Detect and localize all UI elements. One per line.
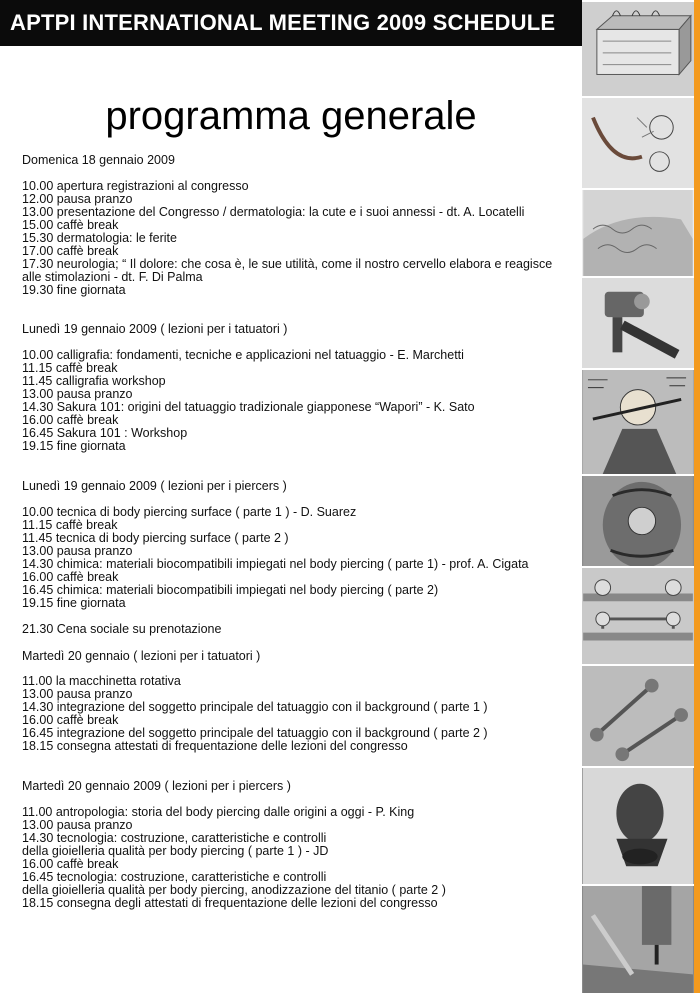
- header-title: APTPI INTERNATIONAL MEETING 2009 SCHEDULE: [10, 10, 556, 35]
- section-heading: Lunedì 19 gennaio 2009 ( lezioni per i piercers ): [22, 479, 287, 493]
- schedule-line: 16.45 integrazione del soggetto principale del tatuaggio con il background ( parte 2 ): [22, 726, 488, 740]
- orange-accent-bar: [694, 0, 700, 993]
- schedule-line: alle stimolazioni - dt. F. Di Palma: [22, 270, 203, 284]
- schedule-line: della gioielleria qualità per body piercing ( parte 1 ) - JD: [22, 844, 329, 858]
- schedule-line: 13.00 pausa pranzo: [22, 687, 133, 701]
- header-bar: [0, 0, 582, 46]
- page-title: programma generale: [105, 94, 477, 138]
- schedule-line: 11.15 caffè break: [22, 361, 118, 375]
- schedule-line: 10.00 calligrafia: fondamenti, tecniche e applicazioni nel tatuaggio - E. Marchetti: [22, 348, 464, 362]
- sleeve-tattoo-image: [582, 474, 694, 566]
- schedule-line: 13.00 pausa pranzo: [22, 387, 133, 401]
- schedule-line: 16.00 caffè break: [22, 570, 119, 584]
- schedule-line: 13.00 pausa pranzo: [22, 544, 133, 558]
- schedule-line: 19.15 fine giornata: [22, 596, 126, 610]
- sketch-drawings-image: [582, 96, 694, 188]
- stretched-lip-portrait-image: [582, 766, 694, 884]
- schedule-line: 17.00 caffè break: [22, 244, 119, 258]
- schedule-line: 15.30 dermatologia: le ferite: [22, 231, 177, 245]
- schedule-line: 11.15 caffè break: [22, 518, 118, 532]
- tattoo-machine-image: [582, 276, 694, 368]
- schedule-line: 18.15 consegna degli attestati di frequentazione delle lezioni del congresso: [22, 896, 438, 910]
- schedule-line: 18.15 consegna attestati di frequentazione delle lezioni del congresso: [22, 739, 408, 753]
- schedule-line: 14.30 Sakura 101: origini del tatuaggio tradizionale giapponese “Wapori” - K. Sato: [22, 400, 475, 414]
- section-heading: Martedì 20 gennaio 2009 ( lezioni per i piercers ): [22, 779, 291, 793]
- schedule-line: 16.00 caffè break: [22, 413, 119, 427]
- schedule-line: 10.00 tecnica di body piercing surface ( parte 1 ) - D. Suarez: [22, 505, 357, 519]
- schedule-line: 10.00 apertura registrazioni al congresso: [22, 179, 249, 193]
- schedule-line: 11.45 calligrafia workshop: [22, 374, 166, 388]
- schedule-line: 11.45 tecnica di body piercing surface ( parte 2 ): [22, 531, 289, 545]
- schedule-line: 11.00 la macchinetta rotativa: [22, 674, 181, 688]
- schedule-line: 12.00 pausa pranzo: [22, 192, 133, 206]
- section-heading: Lunedì 19 gennaio 2009 ( lezioni per i tatuatori ): [22, 322, 288, 336]
- tattooed-hand-image: [582, 188, 694, 276]
- schedule-line: 16.45 Sakura 101 : Workshop: [22, 426, 188, 440]
- schedule-line: 19.30 fine giornata: [22, 283, 126, 297]
- schedule-line: 16.45 tecnologia: costruzione, caratteristiche e controlli: [22, 870, 327, 884]
- schedule-line: 17.30 neurologia; “ Il dolore: che cosa è, le sue utilità, come il nostro cervello elabora e reagisce: [22, 257, 553, 271]
- schedule-line: 14.30 tecnologia: costruzione, caratteristiche e controlli: [22, 831, 327, 845]
- schedule-line: 14.30 integrazione del soggetto principale del tatuaggio con il background ( parte 1 ): [22, 700, 488, 714]
- schedule-line: 16.45 chimica: materiali biocompatibili impiegati nel body piercing ( parte 2): [22, 583, 439, 597]
- schedule-line: 21.30 Cena sociale su prenotazione: [22, 622, 222, 636]
- schedule-line: 16.00 caffè break: [22, 857, 119, 871]
- surface-bar-diagram-image: [582, 566, 694, 664]
- barbell-jewelry-image: [582, 664, 694, 766]
- schedule-line: 13.00 pausa pranzo: [22, 818, 133, 832]
- section-heading: Domenica 18 gennaio 2009: [22, 153, 175, 167]
- japanese-print-image: [582, 368, 694, 474]
- schedule-line: 16.00 caffè break: [22, 713, 119, 727]
- schedule-line: 19.15 fine giornata: [22, 439, 126, 453]
- skin-diagram-image: [582, 0, 694, 96]
- schedule-line: 11.00 antropologia: storia del body piercing dalle origini a oggi - P. King: [22, 805, 415, 819]
- schedule-line: 14.30 chimica: materiali biocompatibili impiegati nel body piercing ( parte 1) - prof. A. Cigata: [22, 557, 529, 571]
- schedule-line: 15.00 caffè break: [22, 218, 119, 232]
- schedule-line: 13.00 presentazione del Congresso / dermatologia: la cute e i suoi annessi - dt. A. Locatelli: [22, 205, 525, 219]
- cnc-machine-image: [582, 884, 694, 993]
- schedule-line: della gioielleria qualità per body piercing, anodizzazione del titanio ( parte 2 ): [22, 883, 446, 897]
- section-heading: Martedì 20 gennaio ( lezioni per i tatuatori ): [22, 649, 261, 663]
